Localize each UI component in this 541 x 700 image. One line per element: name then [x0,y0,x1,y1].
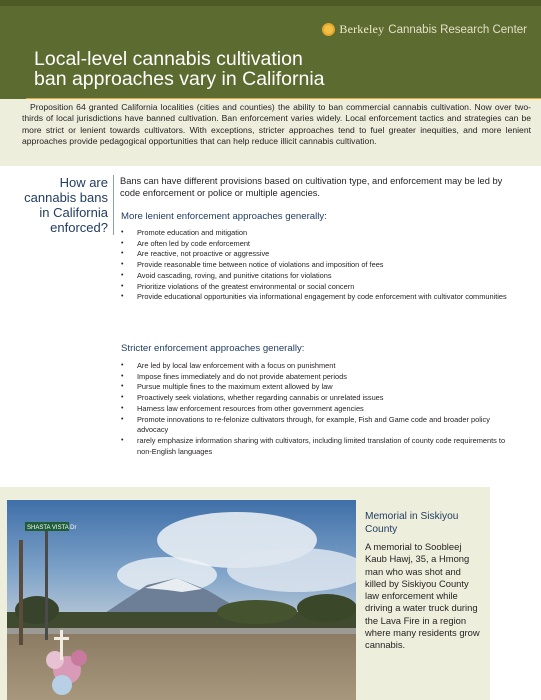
memorial-cross [54,637,69,640]
brand-word: Berkeley [339,22,385,36]
stricter-heading: Stricter enforcement approaches generally: [121,343,305,354]
enforcement-lead: Bans can have different provisions based on cultivation type, and enforcement may be led by code enforcement or police or multiple agencies. [120,176,503,198]
signpost [45,530,48,640]
list-item: • Are reactive, not proactive or aggressive [121,249,511,260]
stricter-list [121,361,511,457]
section-divider [113,175,114,235]
title-line-1: Local-level cannabis cultivation [34,48,303,70]
list-item: • Are led by local law enforcement with a focus on punishment [121,361,511,372]
berkeley-seal-icon [322,23,335,36]
brand-center-name: Cannabis Research Center [388,23,527,36]
road [7,628,356,634]
title-line-2: ban approaches vary in California [34,68,325,90]
question-line-4: enforced? [50,220,108,235]
street-sign-text: SHASTA VISTA Dr [27,525,77,531]
list-item: • Provide educational opportunities via informational engagement by code enforcement with cultivator communities [121,292,511,303]
intro-panel [0,99,541,166]
question-line-2: cannabis bans [24,190,108,205]
list-item: • Prioritize violations of the greatest environmental or social concern [121,282,511,293]
page-title [34,49,325,89]
question-line-3: in California [39,205,108,220]
list-item: • Promote education and mitigation [121,228,511,239]
lenient-heading: More lenient enforcement approaches generally: [121,211,327,222]
memorial-cross [60,630,63,660]
memorial-flowers [71,650,87,666]
header-banner [0,0,541,99]
list-item: • Harness law enforcement resources from other government agencies [121,404,511,415]
brand-logo [322,22,527,37]
list-item: • Provide reasonable time between notice of violations and imposition of fees [121,260,511,271]
tree [217,600,297,624]
memorial-text: A memorial to Soobleej Kaub Hawj, 35, a Hmong man who was shot and killed by Siskiyou County law enforcement while driving a water truck during the Lava Fire in a region where many residents grow cannabis. [365,541,480,651]
memorial-flowers [52,675,72,695]
lenient-list [121,228,511,303]
memorial-photo-illustration [7,500,356,700]
utility-pole [19,540,23,645]
header-top-strip [0,0,541,6]
memorial-photo [7,500,356,700]
section-question [18,175,108,235]
list-item: • rarely emphasize information sharing with cultivators, including limited translation of county code requirements to non-English languages [121,436,511,457]
list-item: • Impose fines immediately and do not provide abatement periods [121,372,511,383]
list-item: • Avoid cascading, roving, and punitive citations for violations [121,271,511,282]
list-item: • Promote innovations to re-felonize cultivators through, for example, Fish and Game code and broader policy advocacy [121,415,511,436]
question-line-1: How are [59,175,108,190]
list-item: • Are often led by code enforcement [121,239,511,250]
intro-text: Proposition 64 granted California localities (cities and counties) the ability to ban commercial cannabis cultivation. Now over two-thirds of local jurisdictions have banned cultivation. Ban enforcement varies widely. Local enforcement tactics and strategies can be more strict or lenient towards cultivators. With exceptions, stricter approaches tend to fuel greater inequities, and more lenient approaches provide pedagogical opportunities that can help reduce illicit cannabis cultivation. [22,102,531,147]
tree [297,594,356,622]
list-item: • Proactively seek violations, whether regarding cannabis or unrelated issues [121,393,511,404]
memorial-title: Memorial in Siskiyou County [365,511,459,535]
list-item: • Pursue multiple fines to the maximum extent allowed by law [121,382,511,393]
